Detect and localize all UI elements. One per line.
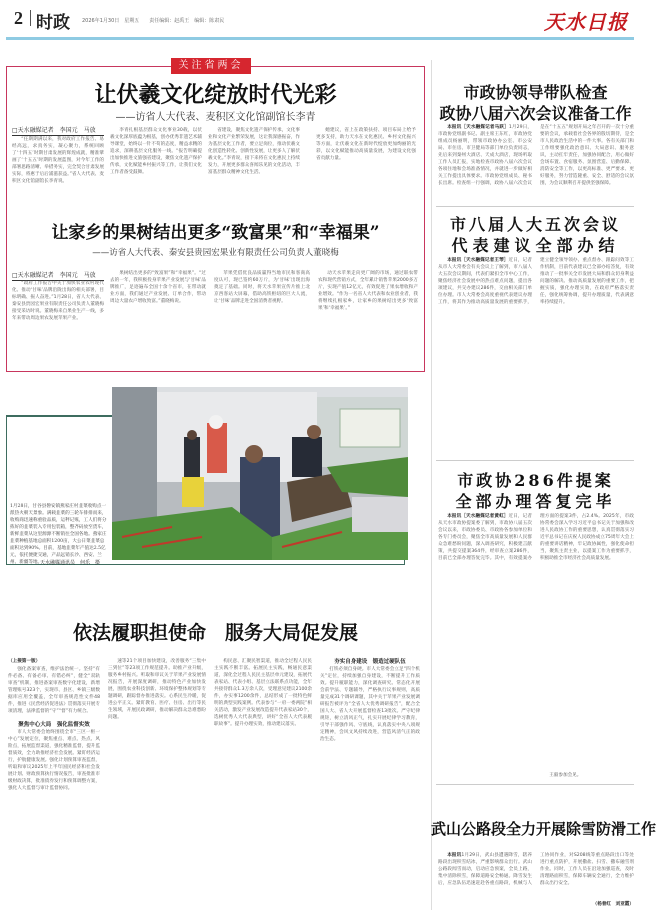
- article-title: 代表建议全部办结: [451, 236, 620, 255]
- photo-credit: 天水融媒通讯员 何乐 摄: [40, 560, 101, 566]
- section-subhead: 聚焦中心大局 强化监督实效: [18, 722, 90, 728]
- date-line: 2026年1月30日 星期五 责任编辑：赵禹王 编辑：陈肃民: [82, 18, 225, 24]
- article-title: 全部办理答复完毕: [455, 492, 616, 511]
- paper-logo: 天水日报: [544, 10, 628, 34]
- article-lead: 本报讯［天水融媒记者马跃］: [447, 125, 509, 130]
- article-column: 构民意、汇聚民智渠道，推动全过程人民民主实践不断丰富。拓展民主实践，畅通民意渠道，深化全过程人民民主基层单元建设，拓展代表家站、代表小组、基层立法联系点功能，全年共接待群众1.3万余人次，受理意见建议2100余件，办实事1200余件，总结形成了一批特色鲜明的典型实践案例。代表参与“一府一委两院”相关活动，激发产业发展改造提升代表家站30个，选树优秀人大代表典型，讲好“全省人大代表履职故事”。提升办理实效，推动建议落实。: [214, 659, 312, 727]
- article-tail: 王毅参加会见。: [549, 773, 582, 778]
- photo-illustration: [112, 387, 408, 560]
- article-credit: （杨普红 刘亚霞）: [592, 902, 634, 907]
- article-column: 苹果凭借优良品质赢得当地市民和客商高度认可，现已签约60万斤，为‘甘味’出现出海奠定了基础。同时，将天水苹果宣传片推上北京西客站大屏幕，借助高铁枢纽的巨大人流，让‘甘味’品牌走进全国消费者视野。: [214, 271, 310, 304]
- article-title: 依法履职担使命 服务大局促发展: [72, 622, 358, 644]
- page-number: 2: [14, 8, 23, 28]
- article-divider: [436, 206, 634, 207]
- article-byline: □天水融媒记者 李国元 马放: [12, 125, 104, 136]
- section-subhead: 夯实自身建设 锻造过硬队伍: [334, 659, 406, 665]
- article-column: 市人大常委会始终围绕全市“三区一枢一中心”发展定位，聚焦重点、难点、热点、风险点，拓展监督渠道，强化精准监督，提升监督质效，全力助推经济社会发展。紧盯经济运行，护航健康发展。强化计划预算审查监督，听取和审议2025年上半年国民经济和社会发展计划、财政预算执行情况报告，审查批准市级财政决算，批准债券发行和预算调整方案，强化人大监督与审计监督协同。: [8, 730, 100, 791]
- article-title: 让伏羲文化绽放时代光彩: [94, 82, 337, 108]
- article-lead: 本报讯［天水融媒记者黄虹］: [447, 514, 509, 519]
- article-body: 本报讯［天水融媒记者黄虹］近日，记者从天水市政协提案委了解到，市政协八届五次会议以来，市政协委员、市政协各参加单位和各专门委员会，聚焦全市高质量发展和人民群众急难愁盼问题，深入调查研究，积极建言献策，共提交提案364件，经审查立案286件，目前已全部办理答复完毕。其中，有效提案办理方面的提案3件，占2.4%。2025年，市政协常委会深入学习习近平总书记关于加强和改进人民政协工作的重要思想，认真贯彻落实习近平总书记在庆祝人民政协成立75周年大会上的重要讲话精神，牢记政协属性，强化使命担当，聚焦主责主业，以提案工作为重要抓手，积极助推全市经济社会高质量发展。: [438, 514, 634, 561]
- article-body: 本报讯［天水融媒记者王琴］近日，记者从市人大常委会有关会议上了解到，市八届人大五次会议期间，代表们紧扣全市中心工作，聚焦经济社会发展中的热点难点问题，提出各项建议，共交办建议286件，交由相关部门单位办理。市人大常委会高度重视代表建议办理工作，将其作为推动高质量发展的重要抓手，建立健全领导领办、重点督办、跟踪问效等工作机制，目前代表建议已全部办结答复，有效推动了一批事关全市发展大局和群众切身利益问题的解决。推动高质量发展的重要工作，把握实质，强化办理实效，在政府严格落实责任，强化统筹协调，提升办理质量，代表满意率持续提升。: [438, 258, 634, 305]
- photo-caption: 1月28日，甘谷县磐安镇燕家庄村韭菜收购点一派热火朝天景象。满载韭菜的三轮车排排而来，收购商迅速称重验品质，运秤记账，工人们将分拣好的韭菜装入专用包装箱，整齐码放至货车，新鲜韭菜从这里源源不断销往全国各地。燕家庄韭菜种植基地总面积1200亩，大公日菜韭菜总面积达到90%。目前，基地韭菜年产值达2.5亿元，依托便捷交通，产品远销长沙、西安、兰州、新疆等地。: [10, 504, 107, 565]
- article-subtitle: ——访省人大代表、秦安县贵园宏果业有限责任公司负责人董晓梅: [92, 248, 339, 258]
- article-lead: 本报讯: [447, 853, 462, 858]
- article-title: 武山公路段全力开展除雪防滑工作: [431, 820, 656, 838]
- article-divider: [436, 460, 634, 461]
- article-column: “政府工作报告中关于加快农业农村现代化、推动‘甘味’品牌沿陇出海的相关部署，目标明确、振人奋进。”1月28日，省人大代表、秦安县贵园宏果业有限责任公司负责人董晓梅接受采访时说。董晓梅来自果业生产一线，多年来带动周边果农发展苹果产业。: [12, 281, 104, 321]
- masthead-bar: [6, 37, 634, 40]
- article-body: 本报讯［天水融媒记者马跃］1月29日，市政协党组副书记、副主席王东红，市政协党组成员杨丽明，带领市政协办公室、市公安局、市住房、市卫健局等部门单位负责同志，先后来到秦州大酒店、天成大酒店，现场听取工作人员汇报，实地检查市政协八届六次会议各项住地和会场准备情况，并就进一步做好相关工作提出具体要求。市政协党组成员、秘书长出席。检查组一行强调，政协八届六次会议是在“十五五”规划开局之年召开的一次十分重要的会议，承载着社会各界的殷切期待，是全市人民政治生活中的一件大事。各有关部门和工作组要强化政治意识、大局意识、服务意识，主动扛牢责任，加强协同配合，用心做好会场布置、食宿服务、氛围营造、后勤保障、消防安全等工作，以更高标准、更严要求、更好服务，努力营造隆重、安全、舒适的会议氛围，为会议顺利召开提供坚强保障。: [438, 125, 634, 186]
- article-lead: 本报讯［天水融媒记者王琴］: [447, 258, 509, 263]
- article-byline: □天水融媒记者 李国元 马放: [12, 270, 104, 281]
- article-column: 果树结出更多的“致富果”和“幸福果”。“过去的一年，我积极投身苹果产业发展与‘甘味’品牌推广，足迹遍布全国十余个省市，在带动就业方面，我们通过产业发展、订单合作，带动周边大量农户增收致富。”董晓梅说。: [110, 271, 206, 304]
- article-title: 让家乡的果树结出更多“致富果”和“幸福果”: [51, 223, 380, 243]
- article-column: 她建议，省上在政策扶持、项目布局上给予更多支持，助力天水在文化惠民、乡村文化振兴等方面，让伏羲文化在新时代绽放更加绚丽的光彩，以文化赋能推动高质量发展，为建设文化强省贡献力量。: [316, 128, 416, 161]
- article-title: 市政协286件提案: [457, 471, 614, 490]
- photo-box-top-line: [6, 415, 112, 417]
- article-column: 动天水苹果走向更广阔的市场，通过联农带农和现代营销方式，全年累计销售苹果2000多万斤，实现产值12亿元，有效促进了果农增收和产业增效。“作为一名省人大代表和农业创业者，我将继续扎根家乡，让家乡的果树结出更多‘致富果’和‘幸福果’。”: [318, 271, 418, 311]
- article-column: 强化备案审查，维护法治统一。坚持“有件必备、有备必审、有错必纠”，健全“双轨审查”机制，推进备案审查数字化建设，新增管理账号323个，实现市、县区、乡镇三级数据库应用全覆盖，全年审查规范性文件48件，推进《民营经济促进法》贯彻落实开展专项清理，法律监督的“守”“督”有力统合。: [8, 667, 100, 714]
- article-subtitle: ——访省人大代表、麦积区文化馆副馆长李青: [115, 112, 316, 123]
- article-title: 市八届人大五次会议: [449, 215, 621, 234]
- news-photo: [112, 387, 408, 560]
- masthead-divider: [30, 10, 31, 26]
- continued-note: （上接第一版）: [8, 659, 41, 664]
- article-body: 本报讯1月29日，武山县遭遇降雪，辖养路段出现积雪结冰，严重影响群众出行。武山公路段闻雪而动，启动应急预案，全员上路，集中清除积雪，保障道路安全畅通。降雪发生后，应急队伍迅速赶赴各重点路段，机械与人工协同作业，对S208线等重点路段出口等处进行重点防护，开展撒盐、扫雪、撒布融雪剂作业。同时，工作人员在沿途加强巡查，及时清理路面积雪，保障车辆安全通行，全力维护群众出行安全。: [438, 853, 634, 886]
- article-divider: [436, 784, 634, 785]
- article-column: “任期期满以来，我对政府工作报告、易经高远，求真务实，凝心聚力，系统回顾了‘十四五’时期甘肃发展的辉煌成就，精准擘画了‘十五五’时期的发展蓝图，对今年工作的部署思路清晰、举措务实，完全契合甘肃发展实际，将惠于后后浦滋获益。”省人大代表、麦积区文化馆副馆长李青说。: [12, 137, 104, 184]
- feature-tag: 关注省两会: [171, 58, 251, 74]
- article-column: 省建设，聚焦文化遗产保护传承，文化事业和文化产业繁荣发展，这让我深感振奋，作为基层文化工作者，要立足岗位，推动伏羲文化创造性转化、创新性发展，让更多人了解伏羲文化。”李青说，接下来将在文化惠民上持续发力，开展更多群众喜闻乐见的文化活动，丰富基层群众精神文化生活。: [208, 128, 300, 175]
- article-column: 速等21个项目加快建设，改善服务“三集中三到位”等23项工作规范提升。助推产业升级，服务乡村振兴。听取和审议关于苹果产业发展情况报告，开展深度调研，推动特色产业加快发展，围绕农业科技创新、环境保护整体规划等专题调研，跟踪督办推进落实。心系民生冷暖，促进公平正义。紧盯教育、医疗、住房、出行等民生领域，开展民政调研，推动解决群众急难愁盼问题。: [108, 659, 206, 720]
- article-column: 打铁必须自身硬。市人大常委会立足“四个机关”定位，持续加强自身建设，不断提升工作质效。提升履职能力，深化调查研究。常态化开展会前学法、专题辅导，严格执行议事规则，高质量完成31个调研课题，其中关于苹果产业发展调研报告被评为“全省人大优秀调研报告”，配合全国人大、省人大开展监督检查13批次。严守纪律规矩，树立清风正气，扎实开展纪律学习教育，引导干部强作风、守底线，认真落实中央八项规定精神，会风文风持续改进，营造风清气正的政治生态。: [320, 667, 420, 742]
- section-title: 时政: [36, 13, 70, 33]
- article-column: 李青扎根基层群众文化事业30载，以伏羲文化深厚底蕴为根基，创办优秀非遗艺术辅导课堂，始终以一针不苟的态度，精益求精的追求，深耕基层文化服务一线。“报告明确提出加快推进文旅强省建设，聚焦文化遗产保护传承，文化赋能乡村振兴等工作，让我们文化工作者备受鼓舞。: [110, 128, 202, 175]
- article-title: 政协八届六次会议准备工作: [439, 104, 632, 123]
- article-title: 市政协领导带队检查: [463, 83, 608, 102]
